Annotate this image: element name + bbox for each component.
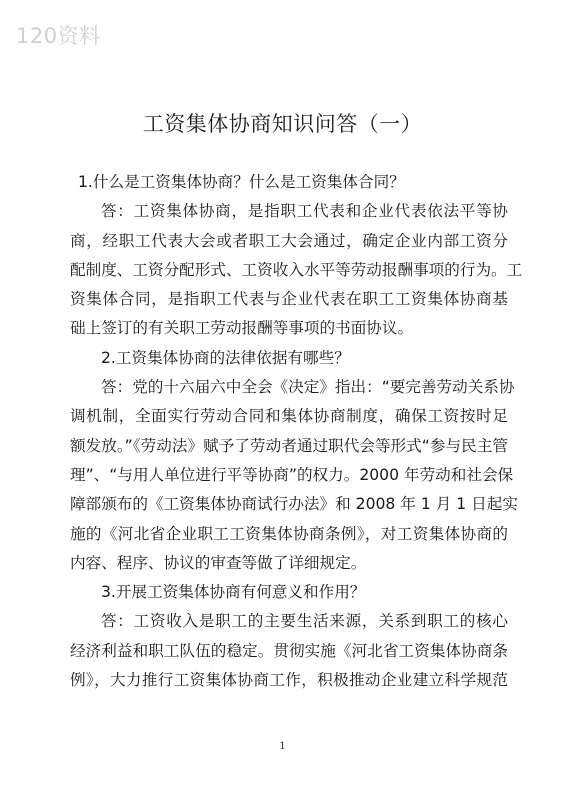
paragraph-line: 调机制，全面实行劳动合同和集体协商制度，确保工资按时足	[70, 407, 508, 426]
paragraph-line: 答：党的十六届六中全会《决定》指出：“要完善劳动关系协	[101, 378, 515, 397]
watermark: 120资料	[16, 24, 101, 48]
paragraph-line: 理”、“与用人单位进行平等协商”的权力。2000 年劳动和社会保	[70, 465, 514, 484]
paragraph-line: 额发放。”《劳动法》赋予了劳动者通过职代会等形式“参与民主管	[70, 436, 508, 455]
paragraph-line: 答：工资收入是职工的主要生活来源，关系到职工的核心	[101, 612, 508, 631]
question-1: 1.什么是工资集体协商？什么是工资集体合同？	[78, 173, 405, 191]
paragraph-line: 经济利益和职工队伍的稳定。贯彻实施《河北省工资集体协商条	[70, 641, 508, 660]
question-3: 3.开展工资集体协商有何意义和作用？	[101, 583, 366, 602]
paragraph-line: 资集体合同，是指职工代表与企业代表在职工工资集体协商基	[70, 290, 508, 309]
paragraph-line: 础上签订的有关职工劳动报酬等事项的书面协议。	[70, 319, 414, 338]
question-2: 2.工资集体协商的法律依据有哪些？	[101, 348, 350, 367]
paragraph-line: 内容、程序、协议的审查等做了详细规定。	[70, 553, 367, 572]
paragraph-line: 施的《河北省企业职工工资集体协商条例》，对工资集体协商的	[70, 524, 508, 543]
paragraph-line: 例》，大力推行工资集体协商工作，积极推动企业建立科学规范	[70, 671, 508, 690]
paragraph-line: 配制度、工资分配形式、工资收入水平等劳动报酬事项的行为。工	[70, 260, 523, 279]
document-body	[70, 168, 523, 695]
paragraph-line: 障部颁布的《工资集体协商试行办法》和 2008 年 1 月 1 日起实	[70, 495, 518, 514]
page-title: 工资集体协商知识问答（一）	[142, 112, 423, 136]
page-number: 1	[279, 741, 286, 752]
paragraph-line: 答：工资集体协商，是指职工代表和企业代表依法平等协	[101, 202, 508, 221]
paragraph-line: 商，经职工代表大会或者职工大会通过，确定企业内部工资分	[70, 231, 508, 250]
